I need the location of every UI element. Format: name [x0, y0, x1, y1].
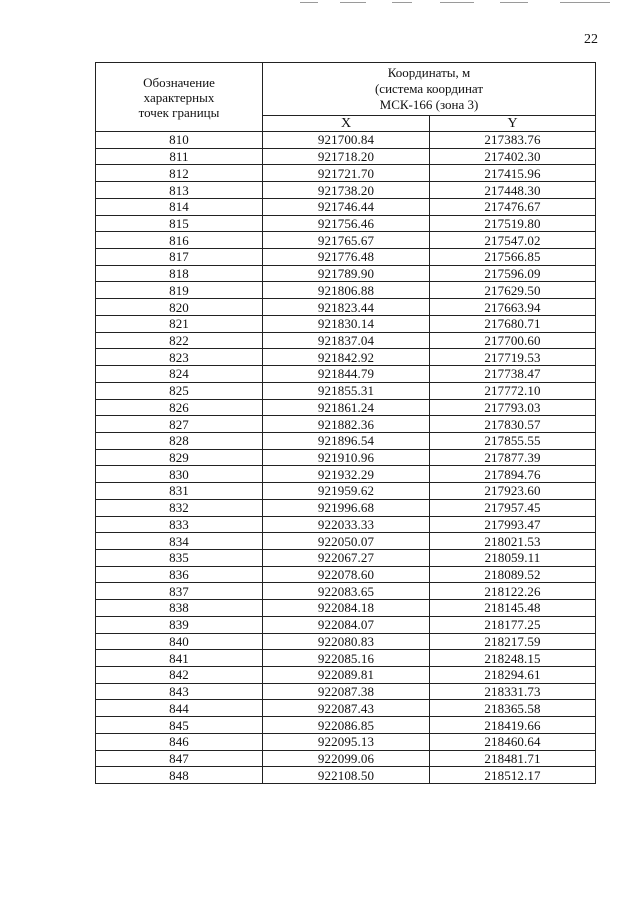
table-row — [96, 683, 596, 700]
x-coordinate-cell: 921842.92 — [263, 349, 430, 366]
y-coordinate-cell: 217680.71 — [430, 315, 596, 332]
point-id-cell: 813 — [96, 182, 263, 199]
point-header-line: характерных — [143, 89, 215, 105]
x-coordinate-cell: 922087.43 — [263, 700, 430, 717]
y-coordinate-cell: 217830.57 — [430, 416, 596, 433]
x-coordinate-cell: 922050.07 — [263, 533, 430, 550]
table-row — [96, 249, 596, 266]
y-coordinate-cell: 217415.96 — [430, 165, 596, 182]
table-row — [96, 600, 596, 617]
coordinates-group-header — [263, 63, 596, 116]
y-coordinate-cell: 217448.30 — [430, 182, 596, 199]
y-coordinate-cell: 217793.03 — [430, 399, 596, 416]
y-coordinate-cell: 218089.52 — [430, 566, 596, 583]
point-id-cell: 841 — [96, 650, 263, 667]
x-column-header: X — [263, 115, 430, 131]
point-id-cell: 847 — [96, 750, 263, 767]
point-id-cell: 828 — [96, 432, 263, 449]
y-coordinate-cell: 218059.11 — [430, 549, 596, 566]
point-id-cell: 810 — [96, 132, 263, 149]
x-coordinate-cell: 921789.90 — [263, 265, 430, 282]
x-coordinate-cell: 921882.36 — [263, 416, 430, 433]
x-coordinate-cell: 922108.50 — [263, 767, 430, 784]
table-row — [96, 466, 596, 483]
x-coordinate-cell: 921932.29 — [263, 466, 430, 483]
table-row — [96, 516, 596, 533]
point-id-cell: 815 — [96, 215, 263, 232]
point-header-line: Обозначение — [143, 74, 215, 90]
x-coordinate-cell: 921721.70 — [263, 165, 430, 182]
table-row — [96, 449, 596, 466]
x-coordinate-cell: 921718.20 — [263, 148, 430, 165]
table-row — [96, 717, 596, 734]
x-coordinate-cell: 921996.68 — [263, 499, 430, 516]
point-id-cell: 848 — [96, 767, 263, 784]
table-row — [96, 315, 596, 332]
x-coordinate-cell: 921700.84 — [263, 132, 430, 149]
point-id-cell: 835 — [96, 549, 263, 566]
table-row — [96, 667, 596, 684]
point-id-cell: 840 — [96, 633, 263, 650]
table-row — [96, 399, 596, 416]
point-id-cell: 834 — [96, 533, 263, 550]
table-header — [96, 63, 596, 132]
table-row — [96, 282, 596, 299]
x-coordinate-cell: 922080.83 — [263, 633, 430, 650]
point-id-cell: 811 — [96, 148, 263, 165]
y-coordinate-cell: 218481.71 — [430, 750, 596, 767]
table-row — [96, 349, 596, 366]
y-coordinate-cell: 217772.10 — [430, 382, 596, 399]
y-coordinate-cell: 217719.53 — [430, 349, 596, 366]
y-coordinate-cell: 217894.76 — [430, 466, 596, 483]
point-id-cell: 831 — [96, 483, 263, 500]
coords-header-line: МСК-166 (зона 3) — [379, 96, 479, 112]
table-row — [96, 265, 596, 282]
page-number: 22 — [584, 32, 598, 47]
x-coordinate-cell: 921776.48 — [263, 249, 430, 266]
point-id-cell: 819 — [96, 282, 263, 299]
y-column-header: Y — [430, 115, 596, 131]
x-coordinate-cell: 921910.96 — [263, 449, 430, 466]
y-coordinate-cell: 217566.85 — [430, 249, 596, 266]
point-id-cell: 824 — [96, 366, 263, 383]
scan-mark — [560, 2, 610, 3]
table-row — [96, 483, 596, 500]
x-coordinate-cell: 922085.16 — [263, 650, 430, 667]
table-row — [96, 633, 596, 650]
x-coordinate-cell: 922084.18 — [263, 600, 430, 617]
scan-mark — [440, 2, 474, 3]
table-body — [96, 132, 596, 784]
point-id-cell: 826 — [96, 399, 263, 416]
y-coordinate-cell: 217957.45 — [430, 499, 596, 516]
point-id-cell: 820 — [96, 299, 263, 316]
point-id-cell: 844 — [96, 700, 263, 717]
x-coordinate-cell: 922087.38 — [263, 683, 430, 700]
point-id-cell: 817 — [96, 249, 263, 266]
point-id-cell: 833 — [96, 516, 263, 533]
table-row — [96, 733, 596, 750]
table-row — [96, 332, 596, 349]
x-coordinate-cell: 921738.20 — [263, 182, 430, 199]
table-row — [96, 299, 596, 316]
x-coordinate-cell: 921896.54 — [263, 432, 430, 449]
point-id-cell: 829 — [96, 449, 263, 466]
table-row — [96, 182, 596, 199]
y-coordinate-cell: 217596.09 — [430, 265, 596, 282]
y-coordinate-cell: 217547.02 — [430, 232, 596, 249]
x-coordinate-cell: 922089.81 — [263, 667, 430, 684]
x-coordinate-cell: 921806.88 — [263, 282, 430, 299]
table-row — [96, 533, 596, 550]
table-row — [96, 198, 596, 215]
scan-edge-marks — [300, 0, 620, 6]
point-column-header — [96, 63, 263, 132]
point-header-line: точек границы — [138, 104, 220, 120]
x-coordinate-cell: 921844.79 — [263, 366, 430, 383]
x-coordinate-cell: 922078.60 — [263, 566, 430, 583]
x-coordinate-cell: 921959.62 — [263, 483, 430, 500]
point-id-cell: 837 — [96, 583, 263, 600]
point-id-cell: 838 — [96, 600, 263, 617]
y-coordinate-cell: 218021.53 — [430, 533, 596, 550]
x-coordinate-cell: 921823.44 — [263, 299, 430, 316]
point-id-cell: 830 — [96, 466, 263, 483]
x-coordinate-cell: 922084.07 — [263, 616, 430, 633]
y-coordinate-cell: 217738.47 — [430, 366, 596, 383]
x-coordinate-cell: 922067.27 — [263, 549, 430, 566]
point-id-cell: 825 — [96, 382, 263, 399]
y-coordinate-cell: 218460.64 — [430, 733, 596, 750]
y-coordinate-cell: 218248.15 — [430, 650, 596, 667]
point-id-cell: 839 — [96, 616, 263, 633]
point-id-cell: 818 — [96, 265, 263, 282]
table-row — [96, 416, 596, 433]
table-row — [96, 750, 596, 767]
y-coordinate-cell: 218294.61 — [430, 667, 596, 684]
scan-mark — [300, 2, 318, 3]
point-id-cell: 842 — [96, 667, 263, 684]
point-id-cell: 846 — [96, 733, 263, 750]
table-row — [96, 132, 596, 149]
y-coordinate-cell: 218217.59 — [430, 633, 596, 650]
table-row — [96, 767, 596, 784]
table-row — [96, 499, 596, 516]
table-row — [96, 366, 596, 383]
y-coordinate-cell: 217629.50 — [430, 282, 596, 299]
y-coordinate-cell: 218365.58 — [430, 700, 596, 717]
point-id-cell: 814 — [96, 198, 263, 215]
table-row — [96, 566, 596, 583]
coords-header-line: Координаты, м — [387, 64, 471, 80]
y-coordinate-cell: 217993.47 — [430, 516, 596, 533]
x-coordinate-cell: 922033.33 — [263, 516, 430, 533]
y-coordinate-cell: 217402.30 — [430, 148, 596, 165]
coords-header-line: (система координат — [374, 80, 484, 96]
table-row — [96, 215, 596, 232]
scan-mark — [340, 2, 366, 3]
x-coordinate-cell: 921765.67 — [263, 232, 430, 249]
table-row — [96, 583, 596, 600]
y-coordinate-cell: 217877.39 — [430, 449, 596, 466]
y-coordinate-cell: 217476.67 — [430, 198, 596, 215]
y-coordinate-cell: 217855.55 — [430, 432, 596, 449]
coordinates-table — [95, 62, 596, 784]
point-id-cell: 823 — [96, 349, 263, 366]
x-coordinate-cell: 922099.06 — [263, 750, 430, 767]
table-row — [96, 616, 596, 633]
point-id-cell: 812 — [96, 165, 263, 182]
y-coordinate-cell: 218177.25 — [430, 616, 596, 633]
x-coordinate-cell: 922083.65 — [263, 583, 430, 600]
point-id-cell: 832 — [96, 499, 263, 516]
point-id-cell: 821 — [96, 315, 263, 332]
point-id-cell: 827 — [96, 416, 263, 433]
y-coordinate-cell: 218419.66 — [430, 717, 596, 734]
y-coordinate-cell: 218512.17 — [430, 767, 596, 784]
y-coordinate-cell: 217383.76 — [430, 132, 596, 149]
x-coordinate-cell: 922086.85 — [263, 717, 430, 734]
y-coordinate-cell: 217700.60 — [430, 332, 596, 349]
scan-mark — [392, 2, 412, 3]
point-id-cell: 845 — [96, 717, 263, 734]
point-id-cell: 822 — [96, 332, 263, 349]
y-coordinate-cell: 217663.94 — [430, 299, 596, 316]
table-row — [96, 432, 596, 449]
x-coordinate-cell: 922095.13 — [263, 733, 430, 750]
y-coordinate-cell: 218122.26 — [430, 583, 596, 600]
table-row — [96, 700, 596, 717]
x-coordinate-cell: 921855.31 — [263, 382, 430, 399]
x-coordinate-cell: 921756.46 — [263, 215, 430, 232]
y-coordinate-cell: 218331.73 — [430, 683, 596, 700]
x-coordinate-cell: 921746.44 — [263, 198, 430, 215]
x-coordinate-cell: 921830.14 — [263, 315, 430, 332]
y-coordinate-cell: 218145.48 — [430, 600, 596, 617]
table-row — [96, 382, 596, 399]
y-coordinate-cell: 217923.60 — [430, 483, 596, 500]
scan-mark — [500, 2, 528, 3]
table-row — [96, 165, 596, 182]
x-coordinate-cell: 921837.04 — [263, 332, 430, 349]
table-row — [96, 549, 596, 566]
table-row — [96, 232, 596, 249]
point-id-cell: 816 — [96, 232, 263, 249]
table-row — [96, 650, 596, 667]
x-coordinate-cell: 921861.24 — [263, 399, 430, 416]
point-id-cell: 843 — [96, 683, 263, 700]
point-id-cell: 836 — [96, 566, 263, 583]
table-row — [96, 148, 596, 165]
y-coordinate-cell: 217519.80 — [430, 215, 596, 232]
